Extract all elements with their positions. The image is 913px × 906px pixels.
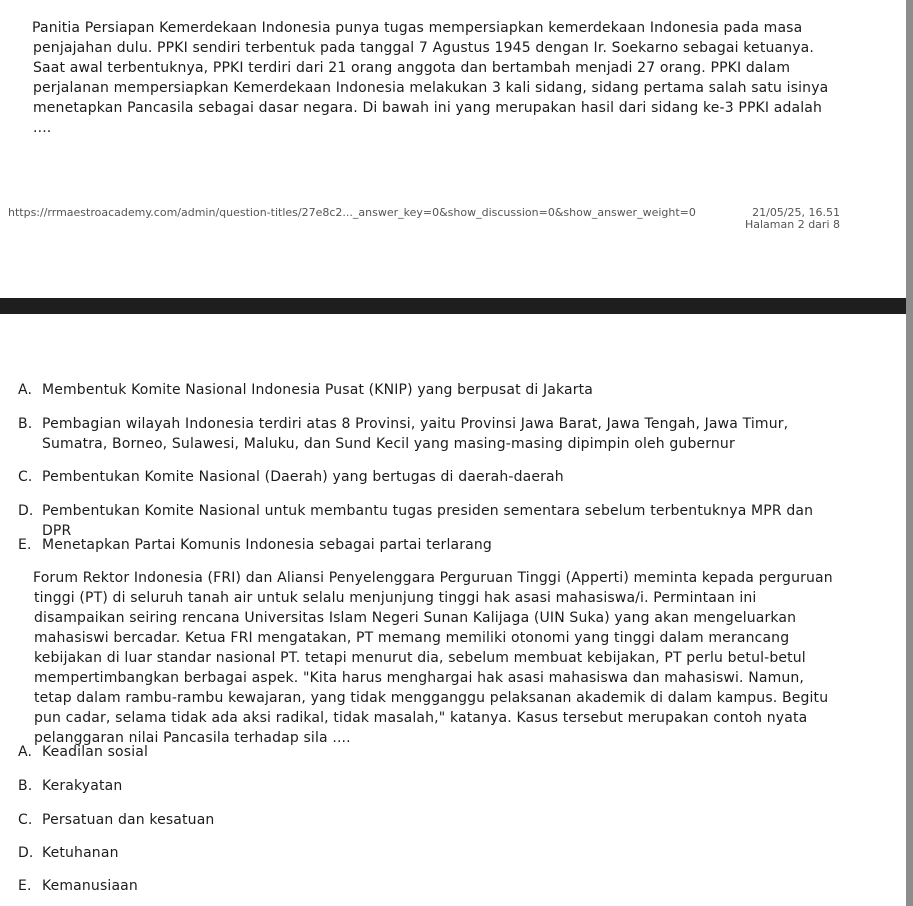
q8-option-a[interactable] xyxy=(18,380,838,400)
page-divider xyxy=(0,298,906,314)
option-letter: A. xyxy=(18,744,33,760)
question-8-text: Panitia Persiapan Kemerdekaan Indonesia punya tugas mempersiapkan kemerdekaan Indonesia pada masa penjajahan dulu. PPKI sendiri terbentuk pada tanggal 7 Agustus 1945 dengan Ir. Soekarno sebagai ketuanya. Saat awal terbentuknya, PPKI terdiri dari 21 orang anggota dan bertambah menjadi 27 orang. PPKI dalam perjalanan mempersiapkan Kemerdekaan Indonesia melakukan 3 kali sidang, sidang pertama salah satu isinya menetapkan Pancasila sebagai dasar negara. Di bawah ini yang merupakan hasil dari sidang ke-3 PPKI adalah .... xyxy=(32,20,829,136)
footer-datetime: 21/05/25, 16.51 xyxy=(752,206,840,219)
option-text: Pembagian wilayah Indonesia terdiri atas 8 Provinsi, yaitu Provinsi Jawa Barat, Jawa Tengah, Jawa Timur, Sumatra, Borneo, Sulawesi, Maluku, dan Sund Kecil yang masing-masing dipimpin oleh gubernur xyxy=(42,416,789,452)
option-letter: E. xyxy=(18,537,32,553)
q9-option-c[interactable] xyxy=(18,810,838,830)
q8-option-e[interactable] xyxy=(18,535,838,555)
q9-option-e[interactable] xyxy=(18,876,838,896)
option-text: Keadilan sosial xyxy=(42,744,149,760)
option-letter: C. xyxy=(18,812,33,828)
option-text: Kemanusiaan xyxy=(42,878,138,894)
footer-page-number: Halaman 2 dari 8 xyxy=(744,218,840,231)
q8-option-c[interactable] xyxy=(18,467,838,487)
footer-url: https://rrmaestroacademy.com/admin/question-titles/27e8c2..._answer_key=0&show_discussion=0&show_answer_weight=0 xyxy=(8,206,696,219)
option-text: Persatuan dan kesatuan xyxy=(42,812,215,828)
question-8-number xyxy=(8,18,32,38)
option-letter: A. xyxy=(18,382,33,398)
viewer-edge xyxy=(906,0,913,906)
q9-option-a[interactable] xyxy=(18,742,838,762)
option-letter: B. xyxy=(18,416,33,432)
option-letter: D. xyxy=(18,503,34,519)
question-8 xyxy=(8,18,838,138)
question-9 xyxy=(9,568,839,748)
option-text: Kerakyatan xyxy=(42,778,123,794)
page-top xyxy=(0,0,906,298)
option-letter: C. xyxy=(18,469,33,485)
option-text: Menetapkan Partai Komunis Indonesia sebagai partai terlarang xyxy=(42,537,492,553)
option-letter: E. xyxy=(18,878,32,894)
question-9-number xyxy=(9,568,33,588)
q8-option-b[interactable] xyxy=(18,414,838,454)
option-text: Membentuk Komite Nasional Indonesia Pusat (KNIP) yang berpusat di Jakarta xyxy=(42,382,594,398)
option-letter: B. xyxy=(18,778,33,794)
q9-option-b[interactable] xyxy=(18,776,838,796)
option-text: Pembentukan Komite Nasional untuk membantu tugas presiden sementara sebelum terbentuknya MPR dan DPR xyxy=(42,503,814,539)
option-text: Ketuhanan xyxy=(42,845,119,861)
q9-option-d[interactable] xyxy=(18,843,838,863)
option-text: Pembentukan Komite Nasional (Daerah) yang bertugas di daerah-daerah xyxy=(42,469,564,485)
option-letter: D. xyxy=(18,845,34,861)
question-9-text: Forum Rektor Indonesia (FRI) dan Aliansi Penyelenggara Perguruan Tinggi (Apperti) meminta kepada perguruan tinggi (PT) di seluruh tanah air untuk selalu menjunjung tinggi hak asasi mahasiswa/i. Permintaan ini disampaikan seiring rencana Universitas Islam Negeri Sunan Kalijaga (UIN Suka) yang akan mengeluarkan mahasiswi bercadar. Ketua FRI mengatakan, PT memang memiliki otonomi yang tinggi dalam merancang kebijakan di luar standar nasional PT. tetapi menurut dia, sebelum membuat kebijakan, PT perlu betul-betul mempertimbangkan berbagai aspek. "Kita harus menghargai hak asasi mahasiswa dan mahasiswi. Namun, tetap dalam rambu-rambu kewajaran, yang tidak mengganggu pelaksanan akademik di dalam kampus. Begitu pun cadar, selama tidak ada aksi radikal, tidak masalah," katanya. Kasus tersebut merupakan contoh nyata pelanggaran nilai Pancasila terhadap sila .... xyxy=(33,570,833,746)
